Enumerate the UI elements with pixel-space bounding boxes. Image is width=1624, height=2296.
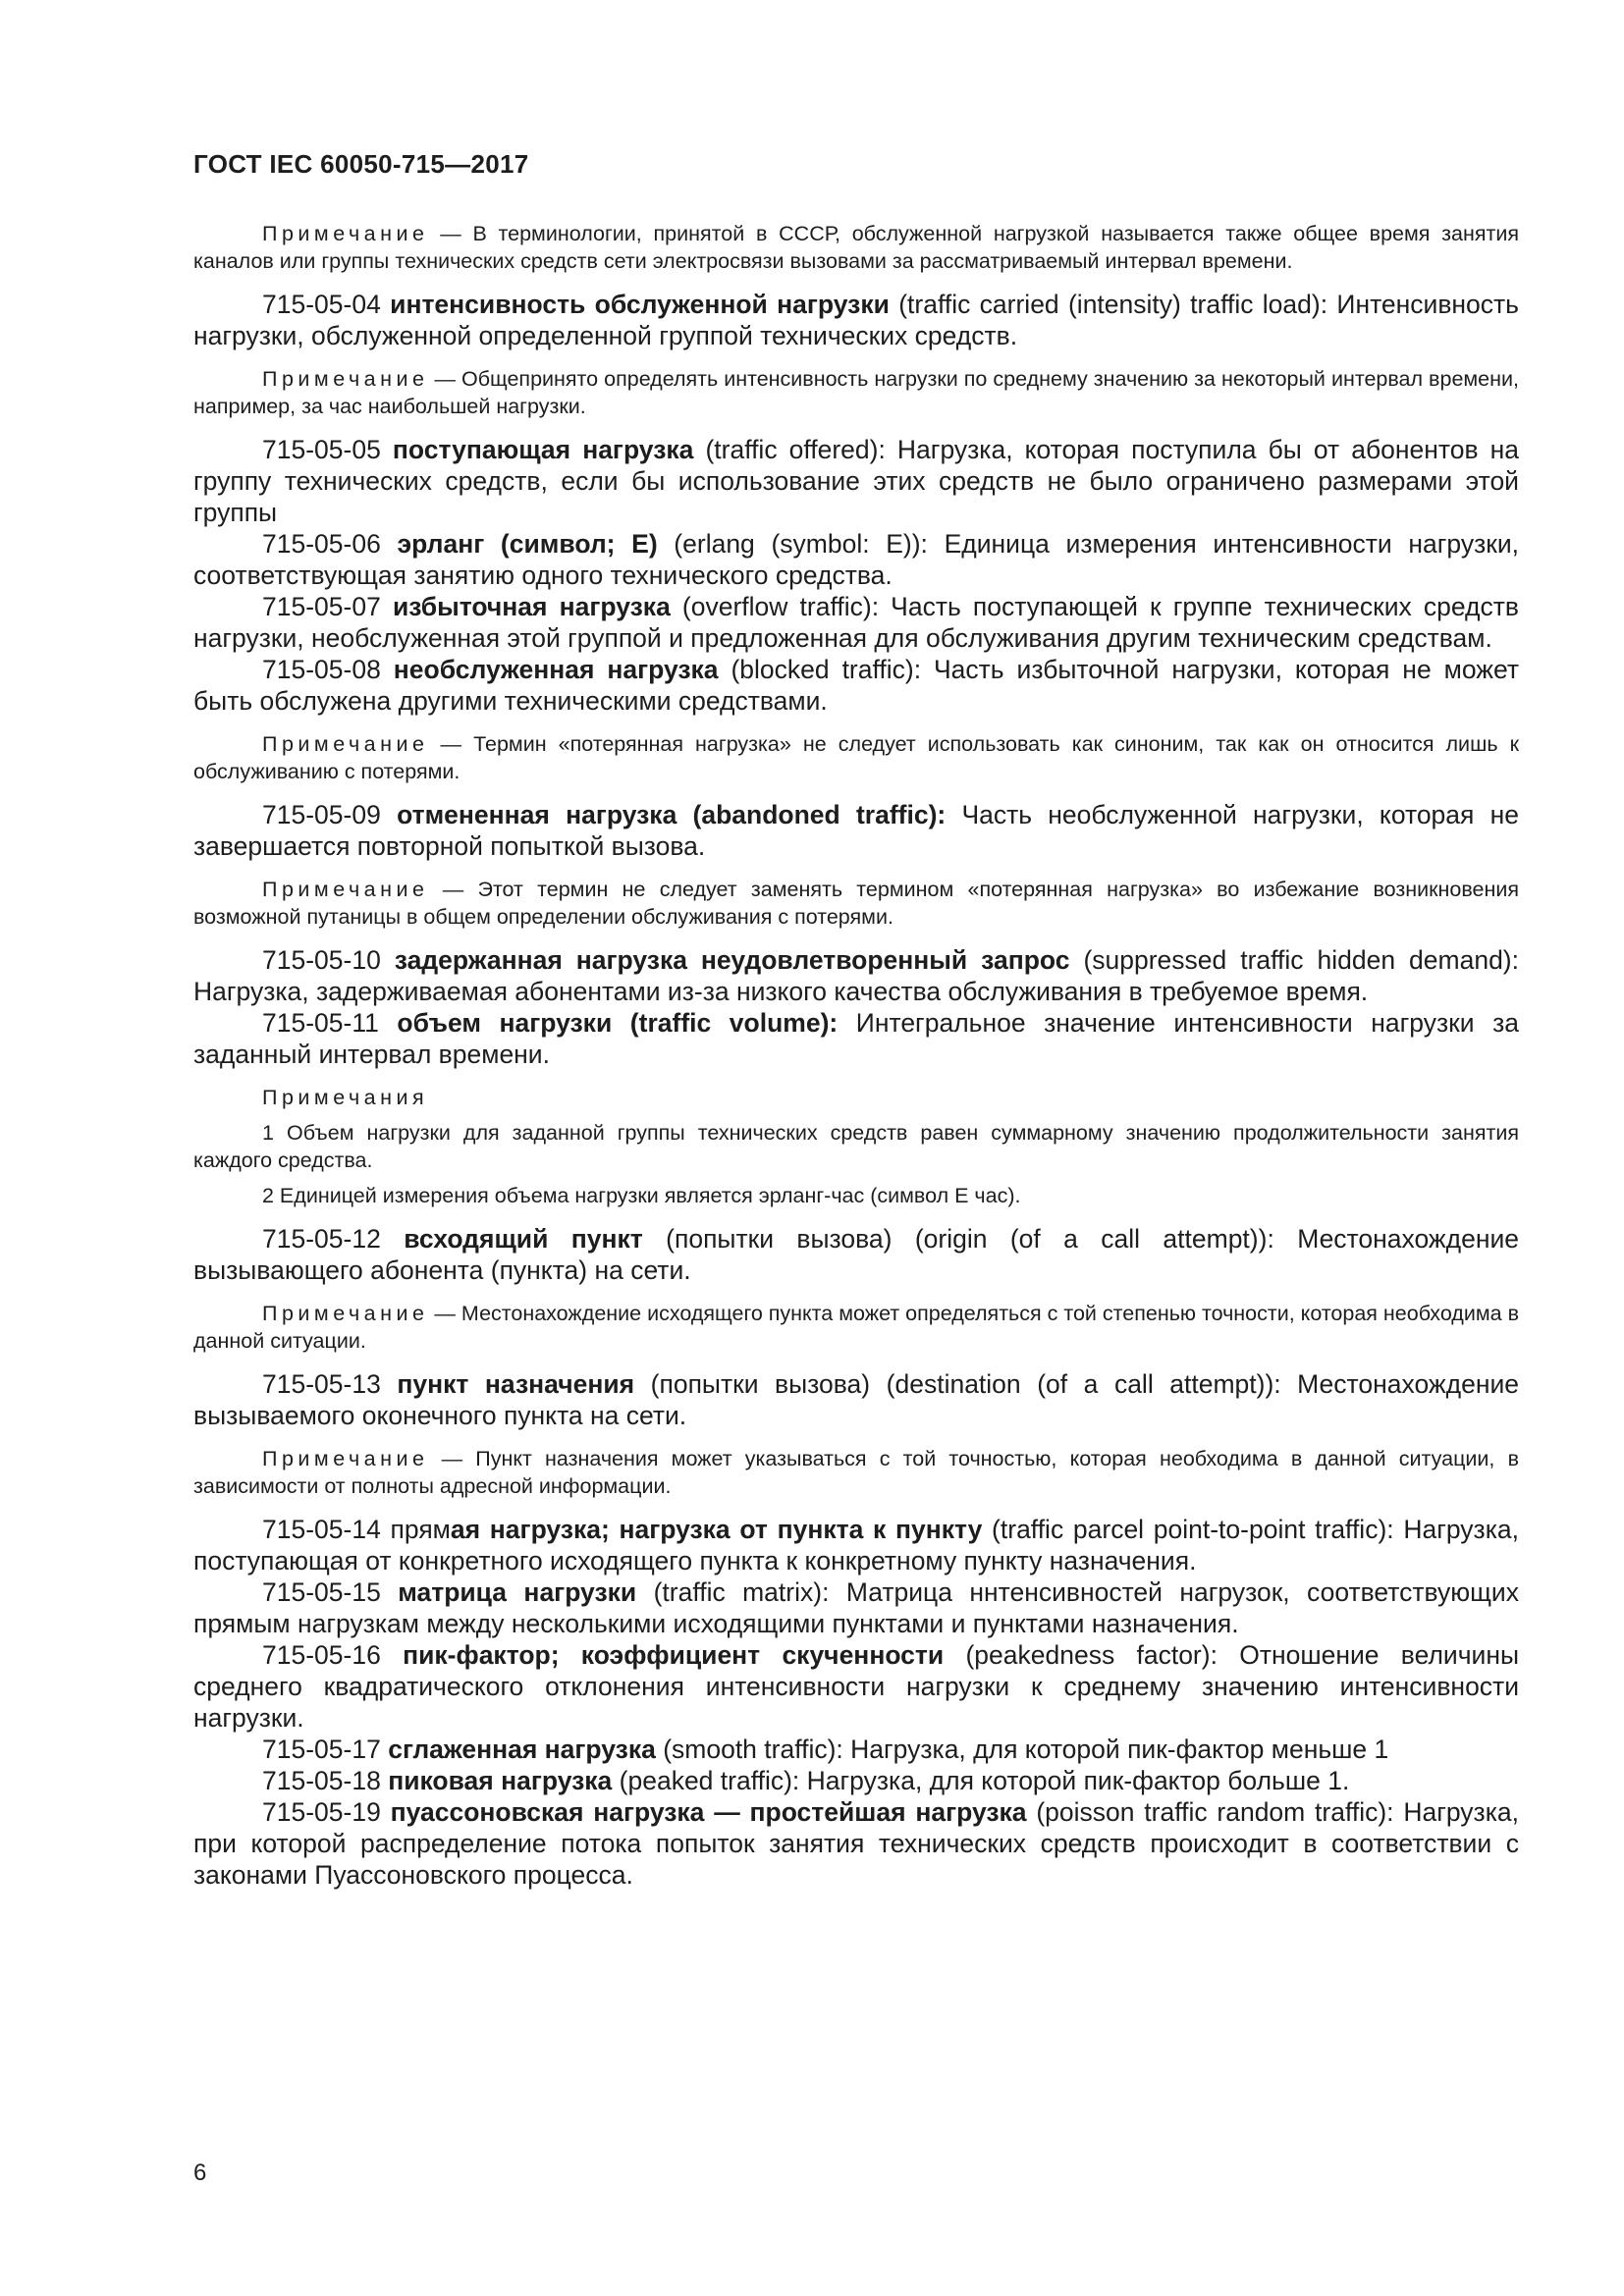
note-item: 2 Единицей измерения объема нагрузки является эрланг-час (символ Е час). xyxy=(262,1184,1021,1207)
term-name: эрланг (символ; Е) xyxy=(397,529,658,559)
note-label: Примечание xyxy=(262,878,429,901)
term-code: 715-05-05 xyxy=(262,435,381,464)
note-text: — В терминологии, принятой в СССР, обслуженной нагрузкой называется также общее время занятия каналов или группы технических средств сети электросвязи вызовами за рассматриваемый интервал времени. xyxy=(193,222,1519,273)
spacer xyxy=(193,420,1519,434)
term-name: сглаженная нагрузка xyxy=(388,1735,656,1764)
term-definition: Интегральное значение интенсивности нагрузки за заданный интервал времени. xyxy=(193,1008,1519,1069)
spacer xyxy=(193,1111,1519,1119)
term-definition: (smooth traffic): Нагрузка, для которой пик-фактор меньше 1 xyxy=(655,1735,1389,1764)
term-name: поступающая нагрузка xyxy=(392,435,694,464)
note-text: — Общепринято определять интенсивность нагрузки по среднему значению за некоторый интервал времени, например, за час наибольшей нагрузки. xyxy=(193,367,1519,418)
term-definition: (traffic offered): Нагрузка, которая поступила бы от абонентов на группу технических средств, если бы использование этих средств не было ограничено размерами этой группы xyxy=(193,435,1519,527)
term-definition: (poisson traffic random traffic): Нагрузка, при которой распределение потока попыток занятия технических средств происходит в соответствии с законами Пуассоновского процесса. xyxy=(193,1797,1519,1890)
term-code: 715-05-10 xyxy=(262,945,381,975)
term-entry xyxy=(193,434,1519,528)
term-code: 715-05-11 xyxy=(262,1008,379,1038)
term-code: 715-05-19 xyxy=(262,1797,381,1827)
term-entry xyxy=(193,289,1519,351)
term-code: 715-05-17 xyxy=(262,1735,381,1764)
document-body xyxy=(193,220,1519,1891)
term-entry xyxy=(193,944,1519,1007)
spacer xyxy=(193,1500,1519,1514)
spacer xyxy=(193,931,1519,944)
term-entry xyxy=(193,799,1519,862)
term-entry xyxy=(193,654,1519,717)
note-text: — Этот термин не следует заменять термином «потерянная нагрузка» во избежание возникновения возможной путаницы в общем определении обслуживания с потерями. xyxy=(193,878,1519,929)
note-label: Примечание xyxy=(262,1447,429,1470)
term-code: 715-05-08 xyxy=(262,655,381,684)
term-entry xyxy=(193,1576,1519,1639)
notes-title: Примечания xyxy=(262,1086,429,1109)
term-name: пуассоновская нагрузка — простейшая нагрузка xyxy=(390,1797,1027,1827)
term-name: пункт назначения xyxy=(397,1369,635,1399)
term-code: 715-05-09 xyxy=(262,800,381,829)
note-paragraph xyxy=(193,730,1519,785)
spacer xyxy=(193,717,1519,730)
page-number: 6 xyxy=(193,2160,207,2186)
note-label: Примечание xyxy=(262,1302,429,1325)
term-name: отмененная нагрузка (abandoned traffic): xyxy=(397,800,947,829)
term-entry xyxy=(193,1514,1519,1576)
note-label: Примечание xyxy=(262,732,429,756)
term-name: всходящий пункт xyxy=(404,1224,643,1254)
term-definition: (traffic parcel point-to-point traffic): Нагрузка, поступающая от конкретного исходящего пункта к конкретному пункту назначения. xyxy=(193,1515,1519,1575)
term-entry xyxy=(193,1368,1519,1431)
term-code: 715-05-13 xyxy=(262,1369,381,1399)
term-code: 715-05-14 xyxy=(262,1515,381,1544)
term-name: матрица нагрузки xyxy=(398,1577,637,1607)
spacer xyxy=(193,1209,1519,1223)
term-code: 715-05-06 xyxy=(262,529,381,559)
note-paragraph xyxy=(193,876,1519,931)
term-name: избыточная нагрузка xyxy=(392,592,671,621)
term-name: объем нагрузки (traffic volume): xyxy=(397,1008,839,1038)
note-item: 1 Объем нагрузки для заданной группы технических средств равен суммарному значению продолжительности занятия каждого средства. xyxy=(193,1121,1519,1172)
note-paragraph xyxy=(193,1300,1519,1355)
term-name: пиковая нагрузка xyxy=(388,1766,613,1795)
term-entry xyxy=(193,1639,1519,1734)
spacer xyxy=(193,275,1519,289)
term-code: 715-05-07 xyxy=(262,592,381,621)
term-definition: (suppressed traffic hidden demand): Нагрузка, задерживаемая абонентами из-за низкого качества обслуживания в требуемое время. xyxy=(193,945,1519,1006)
spacer xyxy=(193,862,1519,876)
spacer xyxy=(193,1355,1519,1368)
term-code: 715-05-12 xyxy=(262,1224,381,1254)
note-paragraph xyxy=(193,220,1519,275)
spacer xyxy=(193,1174,1519,1182)
note-text: — Термин «потерянная нагрузка» не следует использовать как синоним, так как он относится лишь к обслуживанию с потерями. xyxy=(193,732,1519,783)
term-definition: Часть необслуженной нагрузки, которая не завершается повторной попыткой вызова. xyxy=(193,800,1519,861)
spacer xyxy=(193,785,1519,799)
spacer xyxy=(193,1431,1519,1445)
term-entry xyxy=(193,1007,1519,1070)
note-paragraph xyxy=(193,365,1519,420)
term-name: интенсивность обслуженной нагрузки xyxy=(390,290,890,319)
spacer xyxy=(193,1070,1519,1084)
term-name: пик-фактор; коэффициент скученности xyxy=(403,1640,945,1670)
term-definition: (traffic carried (intensity) traffic load): Интенсивность нагрузки, обслуженной определенной группой технических средств. xyxy=(193,290,1519,350)
term-definition: (overflow traffic): Часть поступающей к группе технических средств нагрузки, необслуженная этой группой и предложенная для обслуживания другим техническим средствам. xyxy=(193,592,1519,653)
term-code: 715-05-04 xyxy=(262,290,381,319)
term-definition: (erlang (symbol: Е)): Единица измерения интенсивности нагрузки, соответствующая занятию одного технического средства. xyxy=(193,529,1519,590)
term-entry xyxy=(193,1796,1519,1891)
term-name: задержанная нагрузка неудовлетворенный запрос xyxy=(394,945,1070,975)
term-definition: (попытки вызова) (destination (of a call attempt)): Местонахождение вызываемого оконечного пункта на сети. xyxy=(193,1369,1519,1430)
term-entry xyxy=(193,528,1519,591)
note-label: Примечание xyxy=(262,367,429,391)
note-paragraph xyxy=(193,1445,1519,1500)
term-entry xyxy=(193,591,1519,654)
term-definition: (blocked traffic): Часть избыточной нагрузки, которая не может быть обслужена другими техническими средствами. xyxy=(193,655,1519,716)
term-entry xyxy=(193,1765,1519,1796)
spacer xyxy=(193,351,1519,365)
page-header-title: ГОСТ IEC 60050-715—2017 xyxy=(193,149,529,179)
note-text: — Местонахождение исходящего пункта может определяться с той степенью точности, которая необходима в данной ситуации. xyxy=(193,1302,1519,1353)
term-entry xyxy=(193,1734,1519,1765)
term-name: ая нагрузка; нагрузка от пункта к пункту xyxy=(450,1515,983,1544)
term-name: необслуженная нагрузка xyxy=(393,655,719,684)
term-entry xyxy=(193,1223,1519,1286)
term-code: 715-05-16 xyxy=(262,1640,381,1670)
spacer xyxy=(193,1286,1519,1300)
term-definition: (попытки вызова) (origin (of a call attempt)): Местонахождение вызывающего абонента (пункта) на сети. xyxy=(193,1224,1520,1285)
note-label: Примечание xyxy=(262,222,429,245)
note-text: — Пункт назначения может указываться с той точностью, которая необходима в данной ситуации, в зависимости от полноты адресной информации. xyxy=(193,1447,1519,1498)
term-definition: (peakedness factor): Отношение величины среднего квадратического отклонения интенсивности нагрузки к среднему значению интенсивности нагрузки. xyxy=(193,1640,1519,1733)
term-code: 715-05-15 xyxy=(262,1577,381,1607)
term-definition: (peaked traffic): Нагрузка, для которой пик-фактор больше 1. xyxy=(612,1766,1350,1795)
term-definition: (traffic matrix): Матрица ннтенсивностей нагрузок, соответствующих прямым нагрузкам между несколькими исходящими пунктами и пунктами назначения. xyxy=(193,1577,1519,1638)
term-code: 715-05-18 xyxy=(262,1766,381,1795)
term-prefix: прям xyxy=(380,1515,451,1544)
